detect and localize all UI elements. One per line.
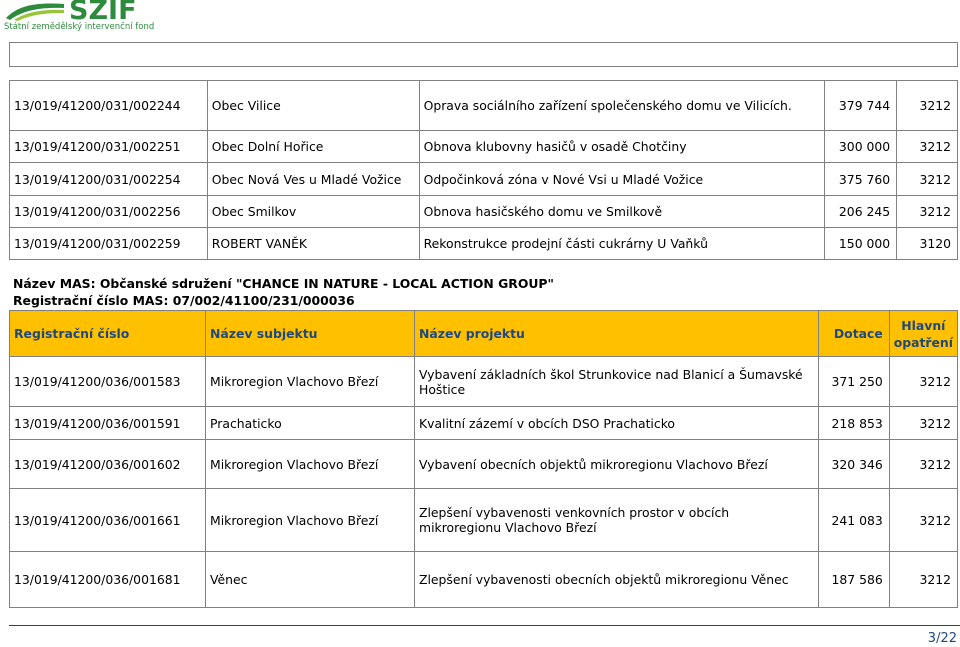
- grant-amount: 218 853: [818, 407, 889, 440]
- subject-name: Mikroregion Vlachovo Březí: [206, 357, 415, 407]
- szif-logo-mark-icon: [4, 0, 68, 22]
- reg-number: 13/019/41200/031/002259: [10, 228, 208, 260]
- grant-amount: 241 083: [818, 489, 889, 552]
- table-row: [10, 196, 958, 228]
- project-name: Obnova hasičského domu ve Smilkově: [419, 196, 825, 228]
- table-row: [10, 357, 958, 407]
- grant-amount: 206 245: [825, 196, 897, 228]
- main-measure: 3212: [889, 407, 957, 440]
- szif-logo: [4, 0, 155, 36]
- subject-name: Prachaticko: [206, 407, 415, 440]
- grant-amount: 300 000: [825, 131, 897, 163]
- table-row: [10, 81, 958, 131]
- col-header-subject: Název subjektu: [206, 311, 415, 357]
- subject-name: Mikroregion Vlachovo Březí: [206, 489, 415, 552]
- project-name: Zlepšení vybavenosti venkovních prostor v obcích mikroregionu Vlachovo Březí: [415, 489, 819, 552]
- subject-name: Mikroregion Vlachovo Březí: [206, 440, 415, 489]
- main-measure: 3212: [897, 163, 958, 196]
- col-header-reg: Registrační číslo: [10, 311, 206, 357]
- table-row: [10, 228, 958, 260]
- main-measure: 3212: [889, 552, 957, 608]
- project-name: Kvalitní zázemí v obcích DSO Prachaticko: [415, 407, 819, 440]
- col-header-amount: Dotace: [818, 311, 889, 357]
- table-row: [10, 440, 958, 489]
- main-measure: 3212: [889, 489, 957, 552]
- table-row: [10, 131, 958, 163]
- reg-number: 13/019/41200/036/001602: [10, 440, 206, 489]
- mas-reg-number: Registrační číslo MAS: 07/002/41100/231/000036: [13, 293, 355, 308]
- subject-name: Obec Nová Ves u Mladé Vožice: [207, 163, 419, 196]
- project-name: Zlepšení vybavenosti obecních objektů mikroregionu Věnec: [415, 552, 819, 608]
- project-name: Rekonstrukce prodejní části cukrárny U Vaňků: [419, 228, 825, 260]
- footer-divider: [9, 625, 960, 626]
- reg-number: 13/019/41200/031/002244: [10, 81, 208, 131]
- table-row: [10, 489, 958, 552]
- col-header-project: Název projektu: [415, 311, 819, 357]
- mas-name: Název MAS: Občanské sdružení "CHANCE IN NATURE - LOCAL ACTION GROUP": [13, 276, 554, 291]
- main-measure: 3120: [897, 228, 958, 260]
- reg-number: 13/019/41200/036/001591: [10, 407, 206, 440]
- header-blank-table: [9, 42, 958, 67]
- subject-name: Obec Vilice: [207, 81, 419, 131]
- grant-amount: 379 744: [825, 81, 897, 131]
- table-row: [10, 407, 958, 440]
- subject-name: ROBERT VANĚK: [207, 228, 419, 260]
- table-header-row: [10, 311, 958, 357]
- subject-name: Obec Smilkov: [207, 196, 419, 228]
- grant-amount: 375 760: [825, 163, 897, 196]
- grant-amount: 371 250: [818, 357, 889, 407]
- reg-number: 13/019/41200/036/001583: [10, 357, 206, 407]
- subject-name: Obec Dolní Hořice: [207, 131, 419, 163]
- logo-subtitle: Státní zemědělský intervenční fond: [4, 22, 155, 32]
- grant-amount: 320 346: [818, 440, 889, 489]
- reg-number: 13/019/41200/036/001661: [10, 489, 206, 552]
- grant-amount: 187 586: [818, 552, 889, 608]
- page-number: 3/22: [927, 631, 957, 646]
- reg-number: 13/019/41200/031/002256: [10, 196, 208, 228]
- reg-number: 13/019/41200/031/002251: [10, 131, 208, 163]
- project-name: Vybavení obecních objektů mikroregionu Vlachovo Březí: [415, 440, 819, 489]
- project-name: Odpočinková zóna v Nové Vsi u Mladé Vožice: [419, 163, 825, 196]
- project-name: Vybavení základních škol Strunkovice nad Blanicí a Šumavské Hoštice: [415, 357, 819, 407]
- main-measure: 3212: [889, 440, 957, 489]
- subject-name: Věnec: [206, 552, 415, 608]
- col-header-measure: Hlavní opatření: [889, 311, 957, 357]
- logo-title: SZIF: [69, 0, 137, 26]
- projects-table-1: [9, 80, 958, 260]
- project-name: Oprava sociálního zařízení společenského domu ve Vilicích.: [419, 81, 825, 131]
- grant-amount: 150 000: [825, 228, 897, 260]
- blank-cell: [10, 43, 958, 67]
- projects-table-2: [9, 310, 958, 608]
- reg-number: 13/019/41200/036/001681: [10, 552, 206, 608]
- project-name: Obnova klubovny hasičů v osadě Chotčiny: [419, 131, 825, 163]
- main-measure: 3212: [897, 81, 958, 131]
- main-measure: 3212: [897, 196, 958, 228]
- main-measure: 3212: [889, 357, 957, 407]
- main-measure: 3212: [897, 131, 958, 163]
- reg-number: 13/019/41200/031/002254: [10, 163, 208, 196]
- table-row: [10, 552, 958, 608]
- table-row: [10, 163, 958, 196]
